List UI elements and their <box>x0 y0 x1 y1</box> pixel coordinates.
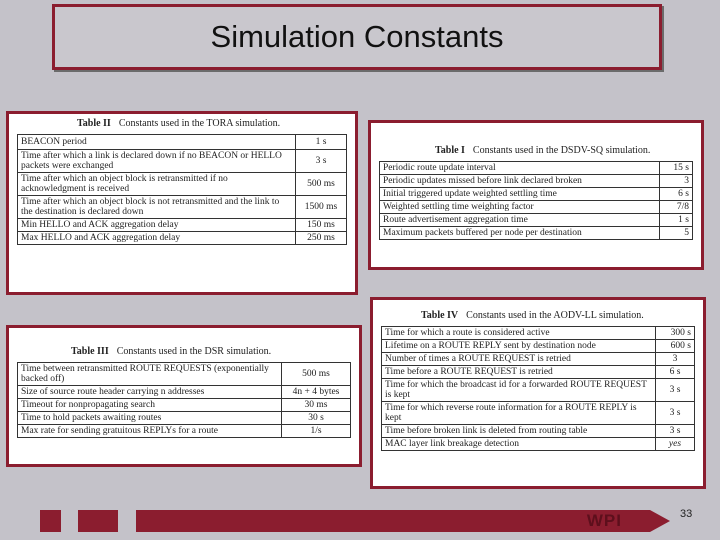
table-cell-value: 3 s <box>296 150 347 173</box>
table-row <box>382 340 695 353</box>
table-cell-label: Time for which a route is considered active <box>382 327 656 340</box>
table-cell-label: Time after which an object block is not retransmitted and the link to the destination is declared down <box>18 196 296 219</box>
table-row <box>18 135 347 150</box>
table-cell-label: Time before broken link is deleted from routing table <box>382 425 656 438</box>
table-cell-label: Size of source route header carrying n addresses <box>18 386 282 399</box>
table-row <box>380 175 693 188</box>
table-caption <box>17 346 351 357</box>
table-row <box>18 399 351 412</box>
table-row <box>382 327 695 340</box>
table-caption-text: Constants used in the TORA simulation. <box>118 118 281 129</box>
table-cell-label: Max rate for sending gratuitous REPLYs for a route <box>18 425 282 438</box>
table-cell-value: 3 s <box>656 379 695 402</box>
page-number: 33 <box>680 508 693 520</box>
tora-constants-table <box>17 134 347 245</box>
table-row <box>382 425 695 438</box>
table-cell-label: Max HELLO and ACK aggregation delay <box>18 232 296 245</box>
table-cell-label: Time before a ROUTE REQUEST is retried <box>382 366 656 379</box>
table-cell-label: Time after which a link is declared down if no BEACON or HELLO packets were exchanged <box>18 150 296 173</box>
table-cell-value: 1500 ms <box>296 196 347 219</box>
table-cell-label: Min HELLO and ACK aggregation delay <box>18 219 296 232</box>
table-row <box>18 196 347 219</box>
wpi-logo: WPI <box>586 511 622 530</box>
table-cell-value: 4n + 4 bytes <box>282 386 351 399</box>
table-cell-value: 1/s <box>282 425 351 438</box>
table-cell-value: 3 <box>656 353 695 366</box>
table-caption-text: Constants used in the DSDV-SQ simulation. <box>472 145 651 156</box>
table-row <box>18 386 351 399</box>
table-cell-label: Time for which reverse route information for a ROUTE REPLY is kept <box>382 402 656 425</box>
table-row <box>18 219 347 232</box>
table-cell-value: 6 s <box>656 366 695 379</box>
table-row <box>382 353 695 366</box>
table-caption <box>379 145 693 156</box>
table-row <box>380 227 693 240</box>
title-box <box>52 4 662 70</box>
table-caption <box>17 118 347 129</box>
table-caption-label: Table I <box>435 145 465 156</box>
table-row <box>18 412 351 425</box>
dsdv-constants-table <box>379 161 693 240</box>
table-cell-value: 1 s <box>660 214 693 227</box>
table-cell-value: 3 <box>660 175 693 188</box>
table-dsdv-panel <box>368 120 704 270</box>
table-cell-value: 3 s <box>656 425 695 438</box>
table-caption-text: Constants used in the AODV-LL simulation. <box>466 310 644 321</box>
table-cell-label: MAC layer link breakage detection <box>382 438 656 451</box>
table-caption-label: Table III <box>71 346 109 357</box>
table-cell-label: Time between retransmitted ROUTE REQUESTS (exponentially backed off) <box>18 363 282 386</box>
aodv-constants-table <box>381 326 695 451</box>
table-cell-value: 600 s <box>656 340 695 353</box>
table-cell-label: BEACON period <box>18 135 296 150</box>
table-row <box>382 379 695 402</box>
table-cell-label: Maximum packets buffered per node per destination <box>380 227 660 240</box>
table-cell-value: 300 s <box>656 327 695 340</box>
table-tora-panel <box>6 111 358 295</box>
dsr-constants-table <box>17 362 351 438</box>
table-row <box>380 162 693 175</box>
table-row <box>382 402 695 425</box>
table-cell-value: yes <box>656 438 695 451</box>
footer-square-2 <box>78 510 118 532</box>
table-cell-value: 30 s <box>282 412 351 425</box>
table-row <box>382 438 695 451</box>
table-row <box>18 425 351 438</box>
table-cell-value: 5 <box>660 227 693 240</box>
table-caption-label: Table II <box>77 118 111 129</box>
table-caption <box>381 310 695 321</box>
table-cell-value: 250 ms <box>296 232 347 245</box>
table-cell-value: 150 ms <box>296 219 347 232</box>
table-row <box>18 173 347 196</box>
table-row <box>382 366 695 379</box>
table-cell-value: 1 s <box>296 135 347 150</box>
table-row <box>380 214 693 227</box>
table-cell-value: 30 ms <box>282 399 351 412</box>
table-row <box>18 150 347 173</box>
footer-square-1 <box>40 510 61 532</box>
footer-bar <box>136 510 650 532</box>
table-cell-label: Weighted settling time weighting factor <box>380 201 660 214</box>
table-row <box>380 188 693 201</box>
table-row <box>18 232 347 245</box>
table-cell-value: 6 s <box>660 188 693 201</box>
table-cell-label: Number of times a ROUTE REQUEST is retried <box>382 353 656 366</box>
table-caption-label: Table IV <box>421 310 459 321</box>
table-cell-value: 500 ms <box>296 173 347 196</box>
table-cell-label: Periodic route update interval <box>380 162 660 175</box>
table-caption-text: Constants used in the DSR simulation. <box>116 346 272 357</box>
table-cell-label: Periodic updates missed before link declared broken <box>380 175 660 188</box>
table-cell-label: Initial triggered update weighted settling time <box>380 188 660 201</box>
table-aodv-panel <box>370 297 706 489</box>
table-cell-label: Route advertisement aggregation time <box>380 214 660 227</box>
table-cell-value: 500 ms <box>282 363 351 386</box>
table-cell-value: 15 s <box>660 162 693 175</box>
table-cell-label: Time after which an object block is retransmitted if no acknowledgment is received <box>18 173 296 196</box>
table-cell-label: Time to hold packets awaiting routes <box>18 412 282 425</box>
table-dsr-panel <box>6 325 362 467</box>
table-cell-value: 7/8 <box>660 201 693 214</box>
table-cell-label: Lifetime on a ROUTE REPLY sent by destination node <box>382 340 656 353</box>
table-cell-value: 3 s <box>656 402 695 425</box>
slide-title: Simulation Constants <box>210 19 504 54</box>
next-arrow-icon <box>650 510 670 532</box>
table-cell-label: Timeout for nonpropagating search <box>18 399 282 412</box>
table-row <box>380 201 693 214</box>
table-row <box>18 363 351 386</box>
table-cell-label: Time for which the broadcast id for a forwarded ROUTE REQUEST is kept <box>382 379 656 402</box>
